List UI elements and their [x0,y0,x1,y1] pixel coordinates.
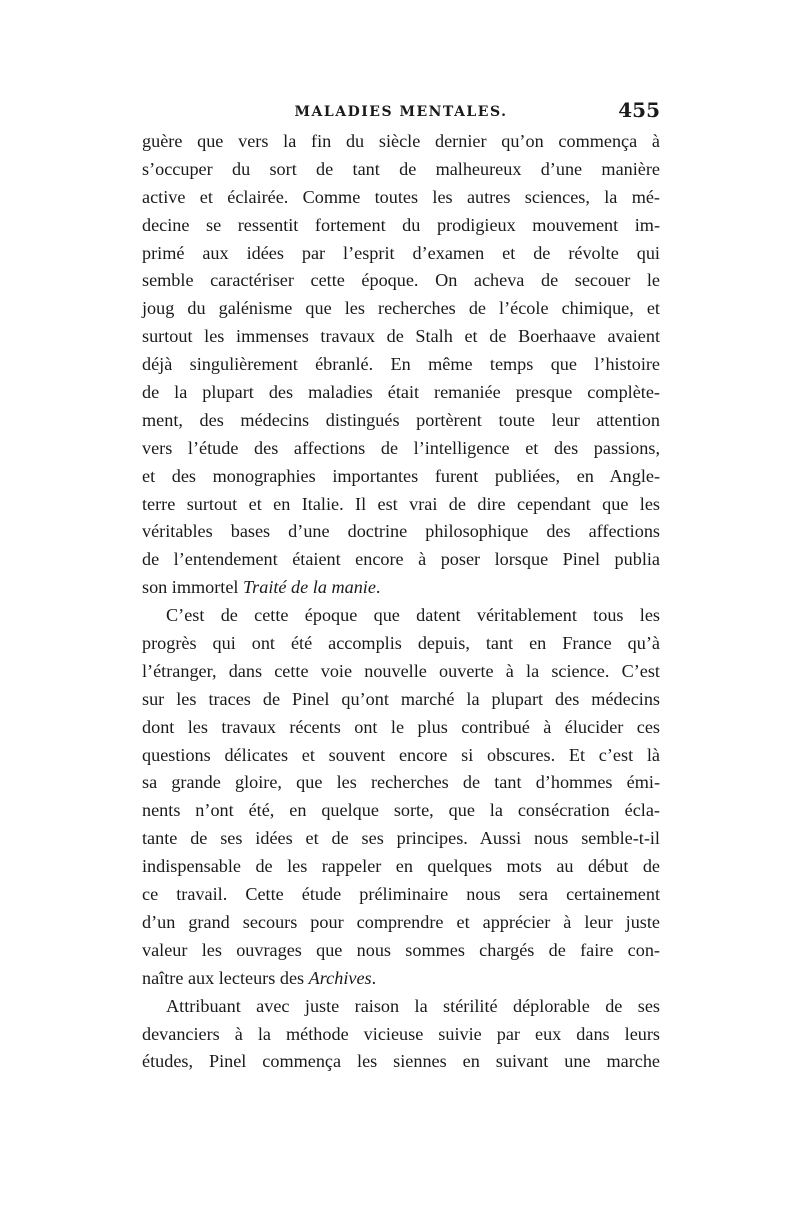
text-line: ment, des médecins distingués portèrent toute leur attention [142,409,660,430]
text-line: et des monographies importantes furent publiées, en Angle- [142,465,660,486]
text-line: decine se ressentit fortement du prodigieux mouvement im- [142,214,660,235]
paragraph-2 [142,602,660,992]
text-line: devanciers à la méthode vicieuse suivie par eux dans leurs [142,1023,660,1044]
text-line: véritables bases d’une doctrine philosophique des affections [142,521,660,542]
text-line: nents n’ont été, en quelque sorte, que la consécration écla- [142,800,660,821]
running-title: MALADIES MENTALES. [294,104,508,120]
text-line: l’étranger, dans cette voie nouvelle ouverte à la science. C’est [142,660,660,681]
text-line: surtout les immenses travaux de Stalh et de Boerhaave avaient [142,326,660,347]
text-line: progrès qui ont été accomplis depuis, tant en France qu’à [142,633,660,654]
text-line: sur les traces de Pinel qu’ont marché la plupart des médecins [142,688,660,709]
page-number: 455 [618,98,660,122]
text-run: son immortel [142,577,244,598]
text-line: déjà singulièrement ébranlé. En même temps que l’histoire [142,354,660,375]
text-line: tante de ses idées et de ses principes. Aussi nous semble-t-il [142,828,660,849]
text-line: de la plupart des maladies était remaniée presque complète- [142,382,660,403]
text-run: . [375,577,381,598]
text-line: sa grande gloire, que les recherches de tant d’hommes émi- [142,772,660,793]
text-line: études, Pinel commença les siennes en suivant une marche [142,1051,660,1072]
text-line-final [142,574,660,602]
text-line: primé aux idées par l’esprit d’examen et de révolte qui [142,242,660,263]
text-line: s’occuper du sort de tant de malheureux d’une manière [142,158,660,179]
page-header [142,98,660,128]
text-line: Attribuant avec juste raison la stérilité déplorable de ses [166,995,660,1016]
text-line: terre surtout et en Italie. Il est vrai de dire cependant que les [142,493,660,514]
text-line: questions délicates et souvent encore si obscures. Et c’est là [142,744,660,765]
text-line: vers l’étude des affections de l’intelligence et des passions, [142,437,660,458]
text-line: valeur les ouvrages que nous sommes chargés de faire con- [142,939,660,960]
text-line: d’un grand secours pour comprendre et apprécier à leur juste [142,911,660,932]
text-run: naître aux lecteurs des [142,967,309,988]
text-line: joug du galénisme que les recherches de l’école chimique, et [142,298,660,319]
body-text [142,128,660,1076]
text-line-final [142,965,660,993]
text-line: dont les travaux récents ont le plus contribué à élucider ces [142,716,660,737]
journal-title-italic: Archives [308,967,372,988]
text-line: semble caractériser cette époque. On acheva de secouer le [142,270,660,291]
text-line: indispensable de les rappeler en quelques mots au début de [142,856,660,877]
paragraph-1 [142,128,660,602]
text-line: ce travail. Cette étude préliminaire nous sera certainement [142,884,660,905]
text-line: de l’entendement étaient encore à poser lorsque Pinel publia [142,549,660,570]
text-line: active et éclairée. Comme toutes les autres sciences, la mé- [142,186,660,207]
book-title-italic: Traité de la manie [243,577,376,598]
text-line: guère que vers la fin du siècle dernier qu’on commença à [142,131,660,151]
text-line: C’est de cette époque que datent véritablement tous les [166,605,660,626]
paragraph-3 [142,993,660,1077]
text-run: . [371,967,377,988]
